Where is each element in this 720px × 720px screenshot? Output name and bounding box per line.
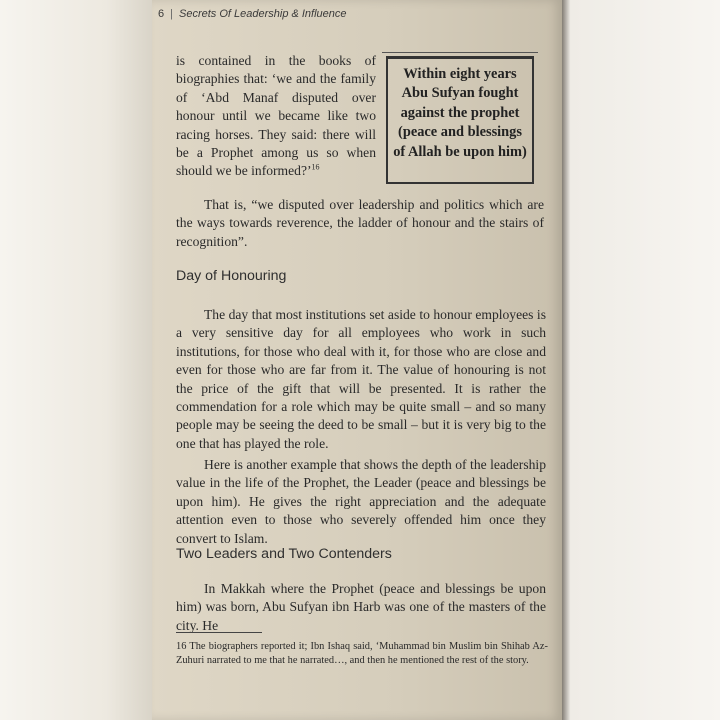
footnote-ref-16: 16 [311,162,320,172]
section-heading-day-of-honouring: Day of Honouring [176,268,287,284]
footnote-16 [176,640,548,668]
page-number: 6 [158,8,165,20]
footnote-text: The biographers reported it; Ibn Ishaq said, ‘Muhammad bin Muslim bin Shihab Az-Zuhuri narrated to me that he narrated…, and then he mentioned the rest of the story. [176,641,548,666]
right-background [550,0,720,720]
paragraph-1 [176,52,376,181]
paragraph-1-text: is contained in the books of biographies that: ‘we and the family of ‘Abd Manaf disputed over honour until we became like two racing horses. They said: there will be a Prophet among us so when should we be informed?’ [176,53,376,179]
pull-quote-rule [382,52,538,53]
section-heading-two-leaders: Two Leaders and Two Contenders [176,546,392,562]
left-background [0,0,152,720]
header-separator: | [170,8,173,20]
paragraph-2-rest: leadership and politics which are the ways towards reverence, the ladder of honour and the stairs of recognition”. [176,197,544,249]
pull-quote-text: Within eight years Abu Sufyan fought against the prophet (peace and blessings of Allah be upon him) [393,66,527,160]
footnote-rule [176,632,262,633]
running-header [158,8,347,20]
pull-quote [386,56,534,184]
paragraph-2-first-line: That is, “we disputed over [204,197,354,212]
paragraph-4: Here is another example that shows the depth of the leadership value in the life of the Prophet, the Leader (peace and blessings be upon him). He gives the right appreciation and the adequate attention even to those who severely offended him once they convert to Islam. [176,457,546,546]
footnote-number: 16 [176,641,187,652]
paragraph-2 [176,196,544,251]
book-page [152,0,562,720]
paragraph-5: In Makkah where the Prophet (peace and blessings be upon him) was born, Abu Sufyan ibn Harb was one of the masters of the city. He [176,581,546,633]
book-title: Secrets Of Leadership & Influence [178,8,347,20]
paragraph-3: The day that most institutions set aside to honour employees is a very sensitive day for all employees who work in such institutions, for those who deal with it, for those who are close and even for those who are far from it. The value of honouring is not the price of the gift that will be presented. It is rather the commendation for a role which may be quite small – and so many people may be seeing the deed to be small – but it is very big to the one that has played the role. [176,307,546,451]
